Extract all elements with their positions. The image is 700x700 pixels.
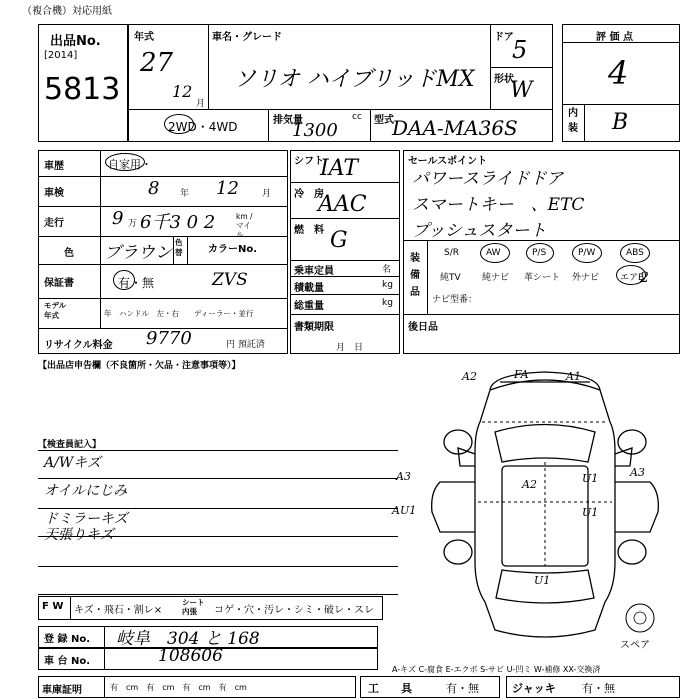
inspection-year: 8	[148, 178, 160, 199]
history-options: 自家用・	[108, 158, 152, 171]
airbag-count: 2	[640, 270, 649, 286]
chassis-label: 車 台 No.	[44, 656, 91, 667]
score-label: 評 価 点	[596, 32, 633, 43]
mileage-rest: 6千3 0 2	[140, 212, 216, 233]
equip-pw-circle	[572, 243, 602, 263]
month-value: 12	[172, 82, 193, 101]
form-label: （複合機）対応用紙	[22, 6, 112, 17]
drive-2wd-circle	[164, 114, 194, 134]
equip-aw-circle	[480, 243, 510, 263]
mark-top-fa: FA	[514, 368, 529, 381]
later-label: 後日品	[408, 322, 438, 333]
warranty-yes-circle	[113, 270, 135, 290]
capacity-unit: 名	[382, 265, 392, 275]
sheet-label: シート 内張	[182, 598, 205, 616]
lot-label: 出品No.	[50, 34, 101, 49]
shape-label: 形状	[494, 74, 514, 85]
displacement-label: 排気量	[273, 115, 303, 126]
tools-options: 有・無	[446, 682, 479, 695]
mark-top-a2: A2	[462, 370, 477, 383]
tools-label: 工 具	[368, 682, 412, 695]
damage-legend: A-キズ C-腐食 E-エクボ S-サビ U-凹ミ W-補修 XX-交換済	[392, 665, 601, 674]
shape-value: W	[510, 78, 533, 103]
doors-label: ドア	[494, 32, 514, 43]
warranty-options: 有・無	[118, 276, 155, 290]
cert-options: 有 cm 有 cm 有 cm 有 cm	[110, 683, 247, 692]
inspection-month: 12	[216, 178, 239, 199]
sales-label: セールスポイント	[408, 156, 488, 167]
interior-label: 内 装	[568, 108, 578, 134]
color-code: ZVS	[212, 270, 248, 290]
man-unit: 万	[128, 219, 138, 229]
load-label: 積載量	[294, 283, 324, 294]
registration-value: 岐阜 304 と 168	[116, 629, 260, 649]
fw-text: キズ・飛石・割レ×	[74, 605, 163, 616]
shift-label: シフト	[294, 156, 324, 167]
warranty-label: 保証書	[44, 278, 74, 289]
model-value: DAA-MA36S	[392, 116, 518, 140]
recycle-label: リサイクル料金	[44, 340, 113, 351]
docs-label: 書類期限	[294, 322, 334, 333]
stamp-year: [2014]	[44, 50, 78, 61]
doors-value: 5	[512, 36, 528, 64]
load-unit: kg	[382, 280, 393, 290]
mark-right-u1: U1	[582, 472, 599, 485]
equip-abs: ABS	[626, 248, 644, 258]
sales-point-1: パワースライドドア	[412, 169, 564, 189]
equip-ps-circle	[526, 243, 554, 263]
name-value: ソリオ ハイブリッドMX	[234, 67, 475, 92]
chassis-value: 108606	[158, 646, 223, 666]
fw-label: F W	[42, 601, 64, 612]
jack-options: 有・無	[582, 682, 615, 695]
inspector-note-2: オイルにじみ	[44, 483, 128, 499]
equip-pw: P/W	[578, 248, 596, 258]
inspector-note-4: 天張りキズ	[44, 527, 114, 543]
score-value: 4	[608, 54, 629, 92]
displacement-value: 1300	[292, 120, 338, 141]
spare-label: スペア	[620, 640, 650, 651]
mark-rear-u1: U1	[534, 574, 551, 587]
seller-notes-label: 【出品店申告欄（不良箇所・欠品・注意事項等）】	[38, 361, 241, 371]
model-label: 型式	[374, 115, 394, 126]
equipment-label: 装 備 品	[410, 253, 420, 298]
inspection-month-unit: 月	[262, 189, 272, 199]
equip-airbag: エアB	[620, 273, 645, 283]
model-year-row: 年 ハンドル 左・右 ディーラー・並行	[104, 309, 254, 318]
shift-value: IAT	[320, 156, 359, 181]
ac-label: 冷 房	[294, 189, 324, 200]
displacement-unit: cc	[352, 112, 362, 122]
cert-label: 車庫証明	[42, 685, 82, 696]
equip-tv: 純TV	[440, 273, 461, 283]
car-damage-diagram	[400, 362, 690, 652]
equip-abs-circle	[620, 243, 650, 263]
mileage-label: 走行	[44, 218, 64, 229]
recycle-value: 9770	[146, 328, 192, 349]
weight-label: 総重量	[294, 301, 324, 312]
fuel-value: G	[330, 228, 348, 253]
mileage-man: 9	[112, 208, 124, 229]
year-value: 27	[140, 48, 174, 78]
model-year-label: モデル 年式	[44, 301, 67, 320]
sales-point-2: スマートキー 、ETC	[412, 195, 585, 215]
mark-left-au1: AU1	[392, 504, 417, 517]
sales-point-3: プッシュスタート	[412, 221, 547, 241]
equip-ps: P/S	[532, 248, 547, 258]
equip-leather: 革シート	[524, 273, 561, 283]
inspector-note-1: A/Wキズ	[44, 455, 101, 471]
fuel-label: 燃 料	[294, 225, 324, 236]
registration-label: 登 録 No.	[44, 634, 91, 645]
color-no-label: カラーNo.	[208, 244, 258, 255]
equip-navi: 純ナビ	[482, 273, 510, 283]
weight-unit: kg	[382, 298, 393, 308]
recycle-unit: 円 預託済	[226, 340, 265, 350]
mark-roof-a2: A2	[522, 478, 537, 491]
navi-model-label: ナビ型番：	[432, 295, 478, 305]
color-label: 色	[64, 248, 74, 259]
interior-value: B	[612, 110, 629, 135]
capacity-label: 乗車定員	[294, 266, 334, 277]
equip-ext-navi: 外ナビ	[572, 273, 600, 283]
inspector-notes-label: 【検査員記入】	[38, 440, 102, 450]
month-unit: 月	[196, 99, 206, 109]
mark-right-u1b: U1	[582, 506, 599, 519]
equip-aw: AW	[486, 248, 501, 258]
color-change-label: 色 替	[175, 238, 183, 257]
equip-sr: S/R	[444, 248, 459, 258]
lot-number: 5813	[44, 72, 121, 107]
docs-unit: 月 日	[336, 343, 364, 353]
inspection-year-unit: 年	[180, 189, 190, 199]
mark-left-a3: A3	[396, 470, 411, 483]
year-label: 年式	[134, 32, 154, 43]
mileage-unit: km / マイル	[236, 212, 253, 239]
sheet-text-value: コゲ・穴・汚レ・シミ・破レ・スレ	[214, 605, 374, 616]
inspection-label: 車検	[44, 188, 64, 199]
ac-value: AAC	[318, 192, 367, 217]
private-use-circle	[105, 153, 145, 171]
mark-right-a3: A3	[630, 466, 645, 479]
jack-label: ジャッキ	[512, 682, 556, 695]
drive-options: 2WD・4WD	[168, 120, 238, 134]
name-label: 車名・グレード	[212, 32, 282, 43]
mark-top-a1: A1	[566, 370, 581, 383]
color-value: ブラウン	[104, 243, 172, 263]
inspector-note-3: ドミラーキズ	[44, 511, 128, 527]
history-label: 車歴	[44, 161, 64, 172]
